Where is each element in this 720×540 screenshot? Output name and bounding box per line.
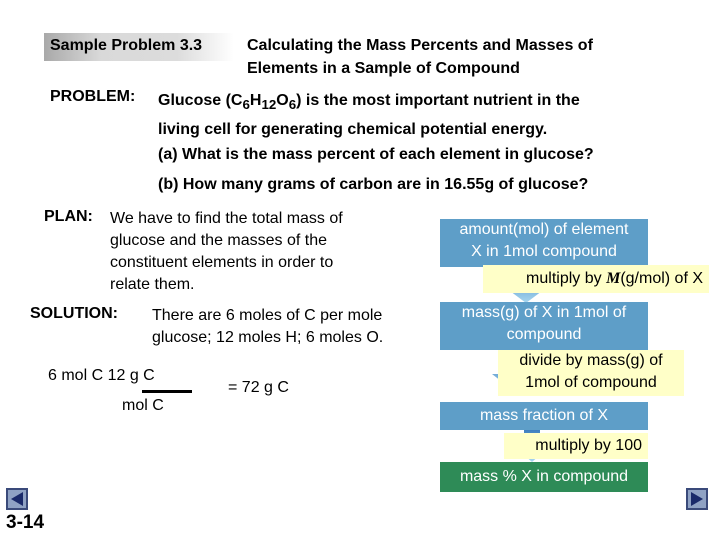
flow-box-amount bbox=[440, 219, 648, 267]
step1-suffix: (g/mol) of X bbox=[620, 270, 703, 287]
calc-result: = 72 g C bbox=[228, 379, 289, 396]
flow-box-mass bbox=[440, 302, 648, 350]
calc-numerator: 6 mol C 12 g C bbox=[48, 367, 155, 384]
arrow-right-icon bbox=[688, 490, 706, 508]
solution-line-1: There are 6 moles of C per mole bbox=[152, 307, 383, 324]
flow-box-amount-line-2: X in 1mol compound bbox=[471, 243, 617, 260]
question-b: (b) How many grams of carbon are in 16.55g of glucose? bbox=[158, 176, 589, 193]
previous-slide-button[interactable] bbox=[6, 488, 28, 510]
step-multiply-100: multiply by 100 bbox=[504, 433, 648, 459]
fraction-line bbox=[142, 390, 192, 393]
subscript-o: 6 bbox=[288, 97, 297, 113]
plan-line-4: relate them. bbox=[110, 276, 195, 293]
problem-label: PROBLEM: bbox=[50, 88, 136, 105]
plan-line-2: glucose and the masses of the bbox=[110, 232, 328, 249]
problem-text-suffix: ) is the most important nutrient in the bbox=[296, 92, 580, 109]
molar-mass-symbol: M bbox=[606, 270, 621, 287]
calc-denominator: mol C bbox=[122, 397, 164, 414]
title-line-1: Calculating the Mass Percents and Masses of bbox=[247, 37, 593, 54]
page-number: 3-14 bbox=[6, 512, 45, 533]
step-divide-compound-mass bbox=[498, 350, 684, 396]
formula-h: H bbox=[249, 92, 262, 109]
question-a: (a) What is the mass percent of each element in glucose? bbox=[158, 146, 594, 163]
plan-text bbox=[110, 208, 400, 296]
flow-box-amount-line-1: amount(mol) of element bbox=[459, 221, 629, 238]
solution-text bbox=[152, 305, 452, 349]
subscript-h: 12 bbox=[261, 97, 277, 113]
flow-box-mass-fraction: mass fraction of X bbox=[440, 402, 648, 430]
next-slide-button[interactable] bbox=[686, 488, 708, 510]
plan-line-3: constituent elements in order to bbox=[110, 254, 334, 271]
problem-line-1 bbox=[158, 88, 678, 117]
flow-box-mass-line-2: compound bbox=[506, 326, 582, 343]
subscript-c: 6 bbox=[242, 97, 250, 113]
flow-box-mass-percent: mass % X in compound bbox=[440, 462, 648, 492]
step2-line-1: divide by mass(g) of bbox=[519, 352, 663, 369]
solution-line-2: glucose; 12 moles H; 6 moles O. bbox=[152, 329, 384, 346]
flow-box-mass-line-1: mass(g) of X in 1mol of bbox=[461, 304, 627, 321]
arrow-left-icon bbox=[8, 490, 26, 508]
plan-label: PLAN: bbox=[44, 208, 93, 225]
solution-label: SOLUTION: bbox=[30, 305, 118, 322]
step1-prefix: multiply by bbox=[526, 270, 607, 287]
problem-line-2: living cell for generating chemical potential energy. bbox=[158, 121, 548, 139]
step2-line-2: 1mol of compound bbox=[525, 374, 657, 391]
title-line-2: Elements in a Sample of Compound bbox=[247, 60, 520, 77]
step-multiply-molar-mass bbox=[483, 265, 709, 293]
sample-problem-label: Sample Problem 3.3 bbox=[44, 33, 234, 61]
problem-statement bbox=[158, 88, 678, 142]
plan-line-1: We have to find the total mass of bbox=[110, 210, 343, 227]
page-title bbox=[247, 34, 687, 80]
problem-text-prefix: Glucose (C bbox=[158, 92, 243, 109]
formula-o: O bbox=[276, 92, 289, 109]
